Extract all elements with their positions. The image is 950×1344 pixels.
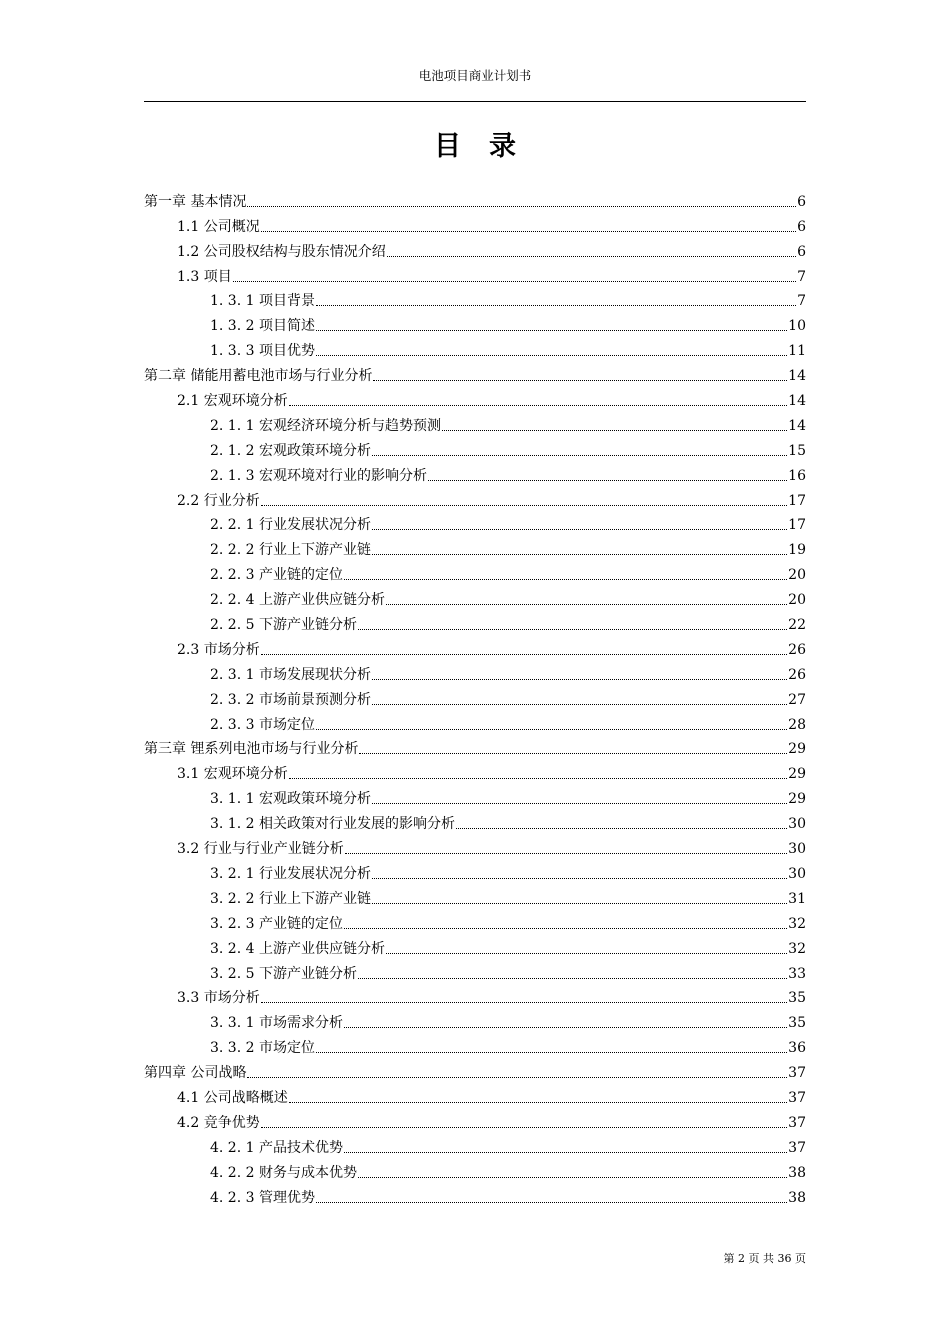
toc-entry-label: 4.2 竞争优势 <box>177 1114 260 1131</box>
page-footer: 第 2 页 共 36 页 <box>723 1252 806 1265</box>
toc-entry[interactable] <box>144 808 806 833</box>
toc-entry-page: 29 <box>788 766 806 783</box>
toc-entry[interactable] <box>144 510 806 535</box>
toc-dot-leader <box>345 853 787 854</box>
toc-entry-label: 2. 2. 4 上游产业供应链分析 <box>210 592 385 609</box>
toc-entry-page: 7 <box>797 293 806 310</box>
toc-entry-label: 3. 2. 5 下游产业链分析 <box>210 965 357 982</box>
toc-entry[interactable] <box>144 410 806 435</box>
toc-entry-label: 4. 2. 1 产品技术优势 <box>210 1139 343 1156</box>
toc-entry-label: 第四章 公司战略 <box>144 1065 247 1082</box>
toc-entry-label: 3. 2. 1 行业发展状况分析 <box>210 865 371 882</box>
toc-entry-page: 35 <box>788 1015 806 1032</box>
toc-entry-label: 2. 2. 3 产业链的定位 <box>210 567 343 584</box>
toc-dot-leader <box>233 281 796 282</box>
toc-entry-page: 37 <box>788 1065 806 1082</box>
toc-entry-page: 27 <box>788 691 806 708</box>
toc-entry-page: 26 <box>788 641 806 658</box>
toc-entry[interactable] <box>144 335 806 360</box>
toc-entry-label: 1.1 公司概况 <box>177 218 260 235</box>
toc-dot-leader <box>359 753 787 754</box>
toc-entry-page: 29 <box>788 741 806 758</box>
toc-dot-leader <box>289 778 787 779</box>
toc-entry[interactable] <box>144 460 806 485</box>
toc-entry-page: 29 <box>788 791 806 808</box>
toc-entry-label: 2. 3. 3 市场定位 <box>210 716 315 733</box>
toc-entry-page: 37 <box>788 1139 806 1156</box>
toc-entry-label: 1. 3. 2 项目简述 <box>210 318 315 335</box>
toc-entry[interactable] <box>144 1057 806 1082</box>
toc-entry-page: 32 <box>788 940 806 957</box>
toc-entry[interactable] <box>144 559 806 584</box>
toc-entry-page: 20 <box>788 592 806 609</box>
toc-entry-label: 2. 3. 2 市场前景预测分析 <box>210 691 371 708</box>
toc-dot-leader <box>428 480 787 481</box>
toc-entry-page: 38 <box>788 1164 806 1181</box>
toc-dot-leader <box>344 1152 787 1153</box>
toc-entry-label: 2. 3. 1 市场发展现状分析 <box>210 666 371 683</box>
toc-dot-leader <box>372 455 787 456</box>
toc-entry[interactable] <box>144 1007 806 1032</box>
toc-dot-leader <box>344 928 787 929</box>
toc-entry[interactable] <box>144 1132 806 1157</box>
toc-entry-page: 10 <box>788 318 806 335</box>
toc-entry-page: 14 <box>788 393 806 410</box>
toc-dot-leader <box>372 704 787 705</box>
toc-entry[interactable] <box>144 634 806 659</box>
toc-entry-label: 4.1 公司战略概述 <box>177 1089 288 1106</box>
toc-dot-leader <box>372 679 787 680</box>
toc-entry-label: 1. 3. 1 项目背景 <box>210 293 315 310</box>
toc-entry[interactable] <box>144 1082 806 1107</box>
toc-entry-page: 32 <box>788 915 806 932</box>
toc-entry[interactable] <box>144 286 806 311</box>
toc-dot-leader <box>289 1102 787 1103</box>
toc-entry[interactable] <box>144 833 806 858</box>
toc-entry-label: 3.2 行业与行业产业链分析 <box>177 841 344 858</box>
toc-dot-leader <box>261 231 796 232</box>
toc-entry[interactable] <box>144 1157 806 1182</box>
toc-entry[interactable] <box>144 958 806 983</box>
toc-entry-page: 31 <box>788 890 806 907</box>
toc-entry-label: 3. 3. 2 市场定位 <box>210 1040 315 1057</box>
toc-dot-leader <box>386 953 787 954</box>
toc-dot-leader <box>316 1202 787 1203</box>
toc-entry-page: 28 <box>788 716 806 733</box>
toc-entry[interactable] <box>144 534 806 559</box>
toc-dot-leader <box>372 803 787 804</box>
toc-entry-label: 2. 1. 1 宏观经济环境分析与趋势预测 <box>210 417 441 434</box>
toc-entry[interactable] <box>144 983 806 1008</box>
toc-entry-page: 26 <box>788 666 806 683</box>
toc-entry-label: 3. 1. 1 宏观政策环境分析 <box>210 791 371 808</box>
toc-entry-label: 1.2 公司股权结构与股东情况介绍 <box>177 243 386 260</box>
toc-entry[interactable] <box>144 659 806 684</box>
toc-dot-leader <box>261 654 787 655</box>
toc-entry[interactable] <box>144 584 806 609</box>
toc-entry[interactable] <box>144 858 806 883</box>
toc-entry-page: 33 <box>788 965 806 982</box>
toc-entry[interactable] <box>144 385 806 410</box>
toc-entry-label: 2. 1. 3 宏观环境对行业的影响分析 <box>210 467 427 484</box>
toc-dot-leader <box>372 878 787 879</box>
toc-dot-leader <box>316 1052 787 1053</box>
toc-dot-leader <box>316 355 787 356</box>
toc-entry-page: 30 <box>788 841 806 858</box>
toc-entry-page: 15 <box>788 442 806 459</box>
toc-entry-page: 22 <box>788 617 806 634</box>
toc-entry-page: 6 <box>797 218 806 235</box>
toc-entry-page: 37 <box>788 1114 806 1131</box>
toc-entry[interactable] <box>144 883 806 908</box>
toc-entry-label: 3. 3. 1 市场需求分析 <box>210 1015 343 1032</box>
toc-entry-label: 2. 2. 5 下游产业链分析 <box>210 617 357 634</box>
toc-entry-page: 11 <box>788 343 806 360</box>
toc-entry[interactable] <box>144 609 806 634</box>
toc-entry-page: 30 <box>788 865 806 882</box>
toc-entry-page: 20 <box>788 567 806 584</box>
toc-entry[interactable] <box>144 211 806 236</box>
toc-entry-label: 2. 1. 2 宏观政策环境分析 <box>210 442 371 459</box>
toc-entry-label: 2. 2. 1 行业发展状况分析 <box>210 517 371 534</box>
table-of-contents <box>144 186 806 1207</box>
toc-entry[interactable] <box>144 758 806 783</box>
toc-entry-page: 17 <box>788 492 806 509</box>
toc-entry[interactable] <box>144 1032 806 1057</box>
toc-dot-leader <box>372 554 787 555</box>
toc-entry[interactable] <box>144 783 806 808</box>
toc-entry[interactable] <box>144 1182 806 1207</box>
toc-entry-label: 2.3 市场分析 <box>177 641 260 658</box>
toc-dot-leader <box>387 256 796 257</box>
toc-dot-leader <box>386 604 787 605</box>
toc-dot-leader <box>456 828 787 829</box>
toc-entry-label: 2.2 行业分析 <box>177 492 260 509</box>
toc-entry-label: 第二章 储能用蓄电池市场与行业分析 <box>144 368 373 385</box>
toc-dot-leader <box>316 729 787 730</box>
toc-entry-page: 38 <box>788 1189 806 1206</box>
toc-entry[interactable] <box>144 908 806 933</box>
toc-entry-label: 1.3 项目 <box>177 268 232 285</box>
toc-entry-label: 3.3 市场分析 <box>177 990 260 1007</box>
toc-entry-label: 3. 2. 3 产业链的定位 <box>210 915 343 932</box>
toc-dot-leader <box>261 1127 787 1128</box>
toc-dot-leader <box>372 529 787 530</box>
page-header: 电池项目商业计划书 <box>418 68 532 83</box>
toc-dot-leader <box>358 978 787 979</box>
toc-entry[interactable] <box>144 933 806 958</box>
toc-entry-label: 2.1 宏观环境分析 <box>177 393 288 410</box>
toc-dot-leader <box>289 405 787 406</box>
toc-dot-leader <box>442 430 787 431</box>
toc-entry-label: 3.1 宏观环境分析 <box>177 766 288 783</box>
toc-entry[interactable] <box>144 310 806 335</box>
toc-entry-label: 4. 2. 2 财务与成本优势 <box>210 1164 357 1181</box>
toc-dot-leader <box>358 629 787 630</box>
toc-entry[interactable] <box>144 684 806 709</box>
toc-entry-label: 第一章 基本情况 <box>144 193 247 210</box>
toc-entry[interactable] <box>144 734 806 759</box>
toc-entry-page: 30 <box>788 816 806 833</box>
toc-dot-leader <box>344 1027 787 1028</box>
toc-dot-leader <box>261 1002 787 1003</box>
toc-entry-page: 17 <box>788 517 806 534</box>
toc-entry-label: 2. 2. 2 行业上下游产业链 <box>210 542 371 559</box>
toc-entry-page: 7 <box>797 268 806 285</box>
toc-entry-label: 3. 1. 2 相关政策对行业发展的影响分析 <box>210 816 455 833</box>
toc-entry[interactable] <box>144 1107 806 1132</box>
toc-dot-leader <box>373 380 787 381</box>
toc-dot-leader <box>372 903 787 904</box>
toc-dot-leader <box>247 1077 787 1078</box>
toc-entry[interactable] <box>144 709 806 734</box>
toc-title: 目录 <box>434 131 544 162</box>
toc-entry-page: 36 <box>788 1040 806 1057</box>
toc-dot-leader <box>344 579 787 580</box>
toc-entry-page: 37 <box>788 1089 806 1106</box>
header-rule <box>144 101 806 102</box>
toc-entry[interactable] <box>144 360 806 385</box>
toc-entry-page: 14 <box>788 368 806 385</box>
toc-entry[interactable] <box>144 261 806 286</box>
toc-entry-page: 35 <box>788 990 806 1007</box>
toc-entry[interactable] <box>144 485 806 510</box>
toc-dot-leader <box>247 206 796 207</box>
toc-dot-leader <box>316 330 787 331</box>
toc-entry-page: 16 <box>788 467 806 484</box>
toc-entry[interactable] <box>144 435 806 460</box>
toc-entry-page: 19 <box>788 542 806 559</box>
toc-dot-leader <box>316 305 796 306</box>
toc-entry-label: 3. 2. 2 行业上下游产业链 <box>210 890 371 907</box>
toc-entry-label: 3. 2. 4 上游产业供应链分析 <box>210 940 385 957</box>
toc-entry-page: 14 <box>788 417 806 434</box>
toc-dot-leader <box>261 505 787 506</box>
toc-entry-label: 第三章 锂系列电池市场与行业分析 <box>144 741 359 758</box>
toc-entry-page: 6 <box>797 243 806 260</box>
toc-entry[interactable] <box>144 186 806 211</box>
toc-entry[interactable] <box>144 236 806 261</box>
toc-entry-label: 1. 3. 3 项目优势 <box>210 343 315 360</box>
toc-entry-page: 6 <box>797 193 806 210</box>
toc-dot-leader <box>358 1177 787 1178</box>
toc-entry-label: 4. 2. 3 管理优势 <box>210 1189 315 1206</box>
